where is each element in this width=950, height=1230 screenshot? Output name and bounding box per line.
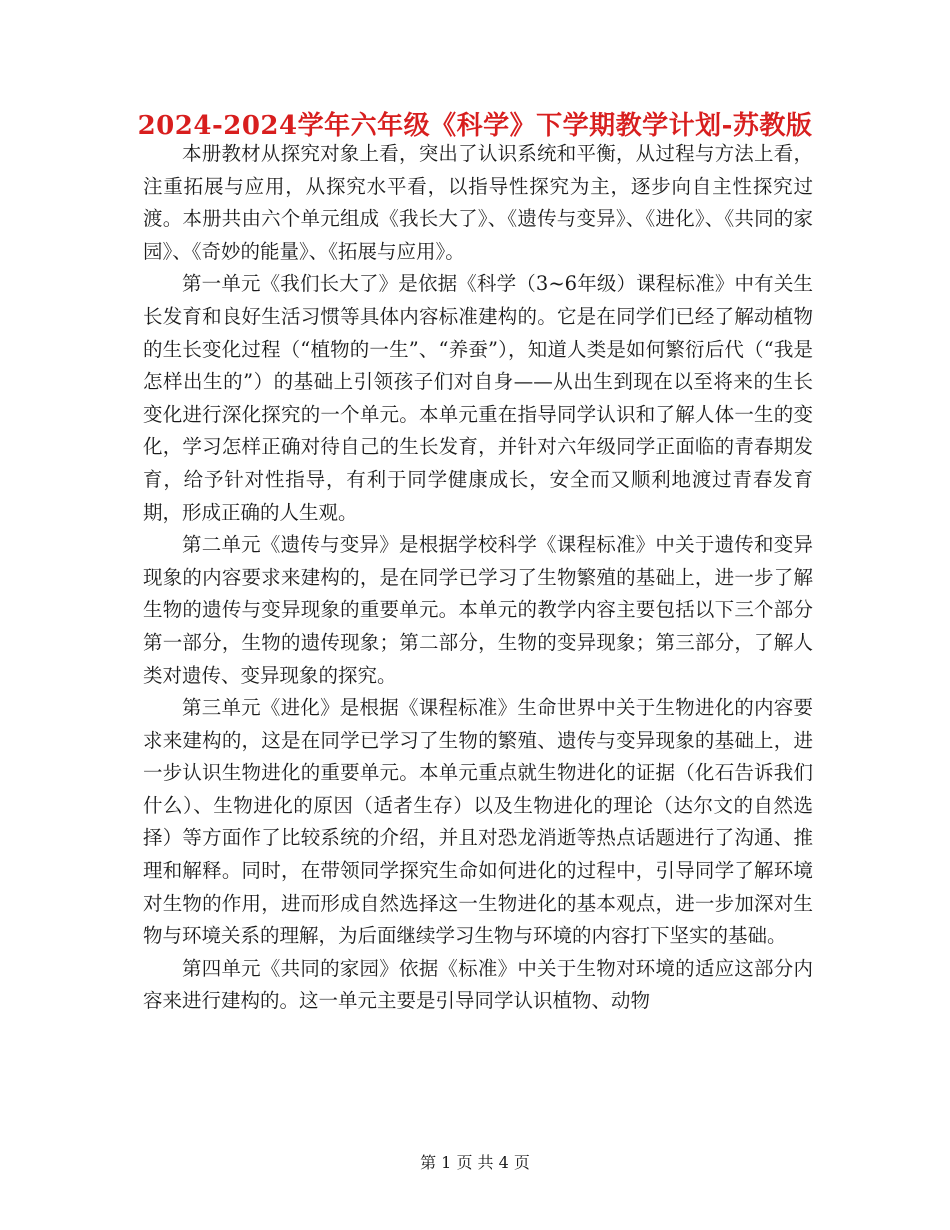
paragraph-unit-1: 第一单元《我们长大了》是依据《科学（3~6年级）课程标准》中有关生长发育和良好生活习惯等具体内容标准建构的。它是在同学们已经了解动植物的生长变化过程（“植物的一生”、“养蚕”），知道人类是如何繁衍后代（“我是怎样出生的”）的基础上引领孩子们对自身——从出生到现在以至将来的生长变化进行深化探究的一个单元。本单元重在指导同学认识和了解人体一生的变化，学习怎样正确对待自己的生长发育，并针对六年级同学正面临的青春期发育，给予针对性指导，有利于同学健康成长，安全而又顺利地渡过青春发育期，形成正确的人生观。 — [143, 272, 813, 524]
document-title: 2024-2024学年六年级《科学》下学期教学计划-苏教版 — [137, 111, 813, 141]
paragraph-unit-4: 第四单元《共同的家园》依据《标准》中关于生物对环境的适应这部分内容来进行建构的。这一单元主要是引导同学认识植物、动物 — [143, 956, 813, 1013]
page-number-footer: 第 1 页 共 4 页 — [420, 1153, 530, 1172]
paragraph-unit-2: 第二单元《遗传与变异》是根据学校科学《课程标准》中关于遗传和变异现象的内容要求来建构的，是在同学已学习了生物繁殖的基础上，进一步了解生物的遗传与变异现象的重要单元。本单元的教学内容主要包括以下三个部分第一部分，生物的遗传现象；第二部分，生物的变异现象；第三部分，了解人类对遗传、变异现象的探究。 — [143, 533, 813, 687]
document-body — [143, 138, 813, 1018]
paragraph-intro: 本册教材从探究对象上看，突出了认识系统和平衡，从过程与方法上看，注重拓展与应用，从探究水平看，以指导性探究为主，逐步向自主性探究过渡。本册共由六个单元组成《我长大了》、《遗传与变异》、《进化》、《共同的家园》、《奇妙的能量》、《拓展与应用》。 — [143, 142, 813, 263]
paragraph-unit-3: 第三单元《进化》是根据《课程标准》生命世界中关于生物进化的内容要求来建构的，这是在同学已学习了生物的繁殖、遗传与变异现象的基础上，进一步认识生物进化的重要单元。本单元重点就生物进化的证据（化石告诉我们什么）、生物进化的原因（适者生存）以及生物进化的理论（达尔文的自然选择）等方面作了比较系统的介绍，并且对恐龙消逝等热点话题进行了沟通、推理和解释。同时，在带领同学探究生命如何进化的过程中，引导同学了解环境对生物的作用，进而形成自然选择这一生物进化的基本观点，进一步加深对生物与环境关系的理解，为后面继续学习生物与环境的内容打下坚实的基础。 — [143, 696, 813, 948]
